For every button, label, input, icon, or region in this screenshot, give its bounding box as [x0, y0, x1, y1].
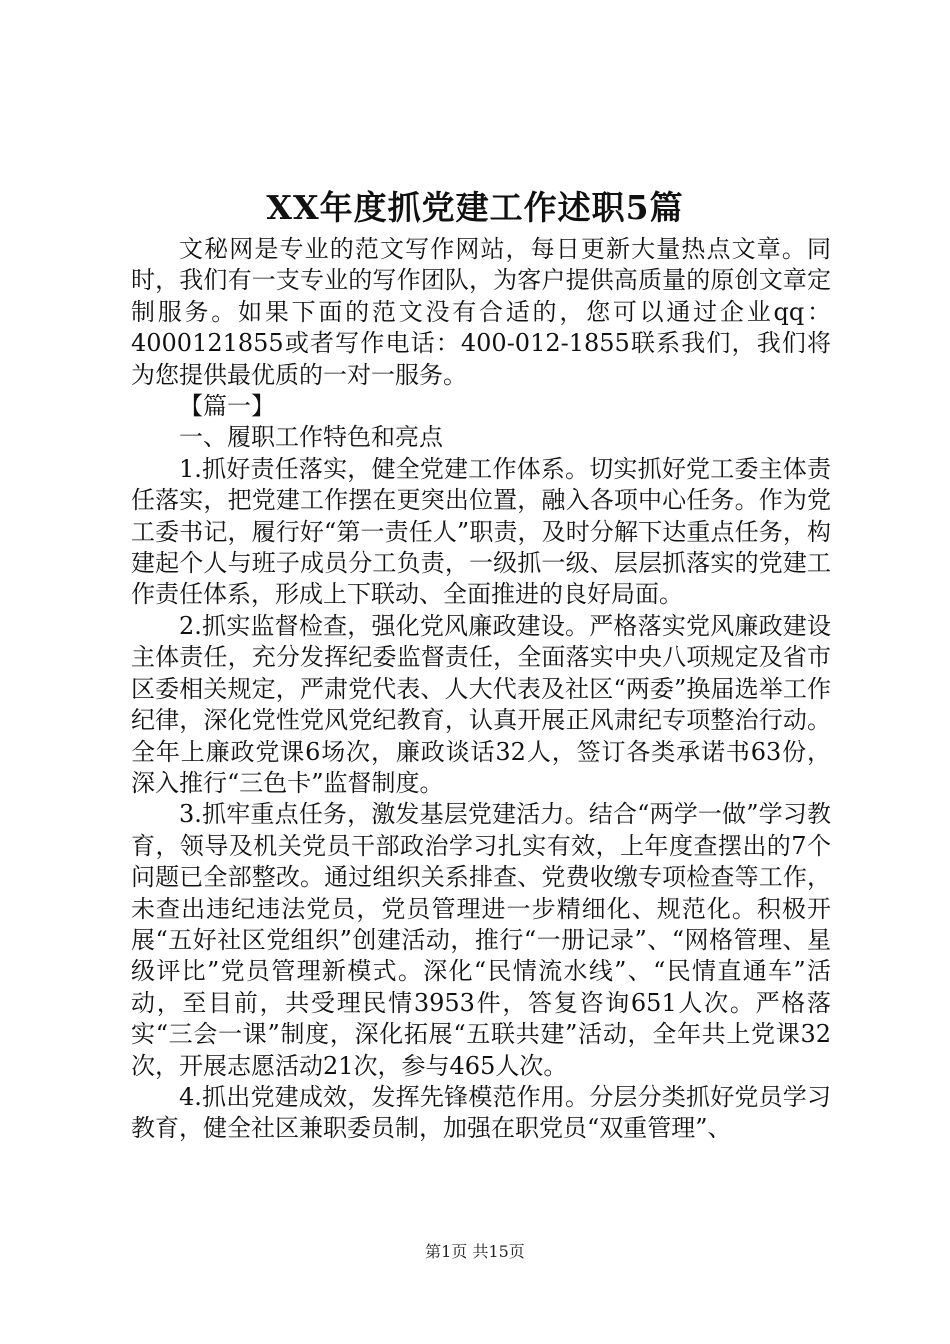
body-paragraph: 3.抓牢重点任务，激发基层党建活力。结合“两学一做”学习教育，领导及机关党员干部政治学习扎实有效，上年度查摆出的7个问题已全部整改。通过组织关系排查、党费收缴专项检查等工作，未查出违纪违法党员，党员管理进一步精细化、规范化。积极开展“五好社区党组织”创建活动，推行“一册记录”、“网格管理、星级评比”党员管理新模式。深化“民情流水线”、“民情直通车”活动，至目前，共受理民情3953件，答复咨询651人次。严格落实“三会一课”制度，深化拓展“五联共建”活动，全年共上党课32次，开展志愿活动21次，参与465人次。: [131, 800, 831, 1080]
body-paragraph: 1.抓好责任落实，健全党建工作体系。切实抓好党工委主体责任落实，把党建工作摆在更突出位置，融入各项中心任务。作为党工委书记，履行好“第一责任人”职责，及时分解下达重点任务，构建起个人与班子成员分工负责，一级抓一级、层层抓落实的党建工作责任体系，形成上下联动、全面推进的良好局面。: [131, 454, 831, 609]
body-paragraph: 4.抓出党建成效，发挥先锋模范作用。分层分类抓好党员学习教育，健全社区兼职委员制，加强在职党员“双重管理”、: [131, 1082, 831, 1143]
intro-paragraph: 文秘网是专业的范文写作网站，每日更新大量热点文章。同时，我们有一支专业的写作团队，为客户提供高质量的原创文章定制服务。如果下面的范文没有合适的，您可以通过企业qq：4000121855或者写作电话：400-012-1855联系我们，我们将为您提供最优质的一对一服务。: [131, 235, 831, 389]
body-paragraph: 2.抓实监督检查，强化党风廉政建设。严格落实党风廉政建设主体责任，充分发挥纪委监督责任，全面落实中央八项规定及省市区委相关规定，严肃党代表、人大代表及社区“两委”换届选举工作纪律，深化党性党风党纪教育，认真开展正风肃纪专项整治行动。全年上廉政党课6场次，廉政谈话32人，签订各类承诺书63份，深入推行“三色卡”监督制度。: [131, 611, 831, 797]
document-title: XX年度抓党建工作述职5篇: [266, 188, 684, 227]
subsection-heading: 一、履职工作特色和亮点: [179, 423, 443, 452]
document-body: [131, 234, 831, 1145]
section-heading: 【篇一】: [179, 392, 275, 421]
page-number-footer: 第1页 共15页: [425, 1242, 525, 1261]
